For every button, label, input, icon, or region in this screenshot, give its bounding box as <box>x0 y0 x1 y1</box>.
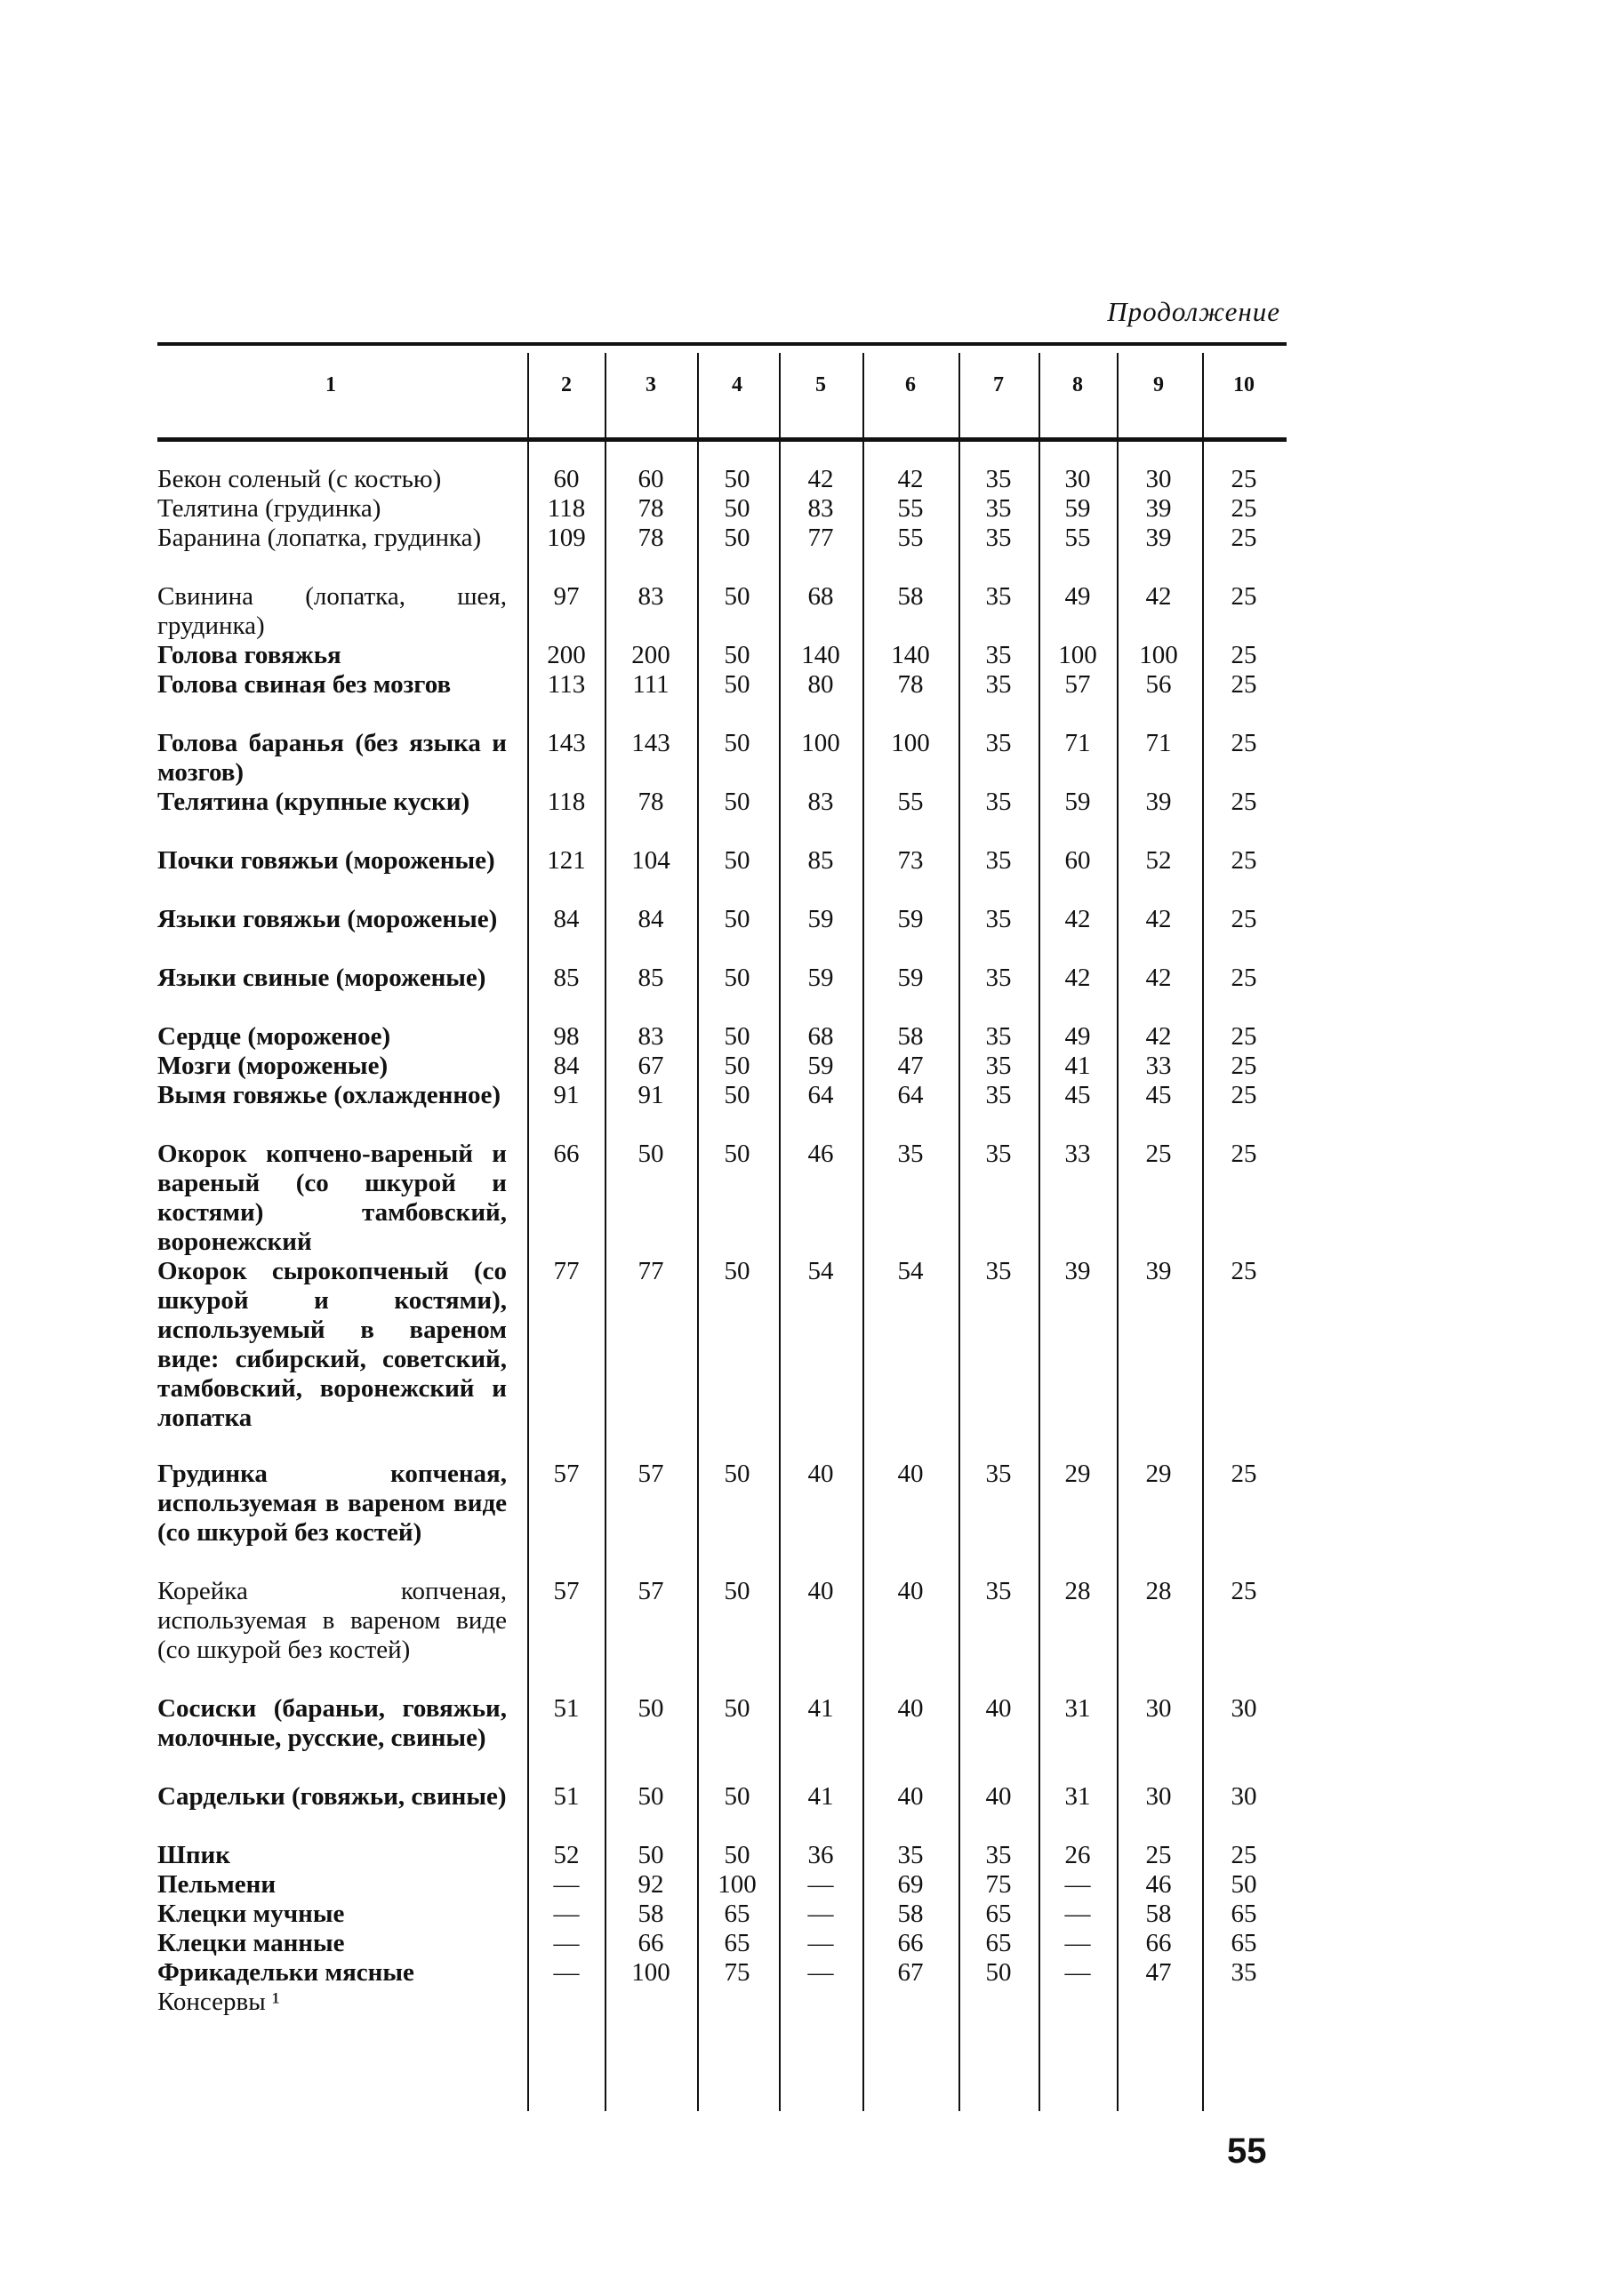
value-cell: 85 <box>807 846 834 875</box>
value-cell: 100 <box>1139 641 1178 669</box>
value-cell: 50 <box>724 1460 750 1488</box>
value-cell: 50 <box>724 1577 750 1605</box>
value-cell: 58 <box>897 1900 924 1928</box>
value-cell: 64 <box>897 1081 924 1109</box>
value-cell: 59 <box>807 905 834 933</box>
value-cell: — <box>1064 1958 1091 1987</box>
value-cell: 50 <box>724 582 750 611</box>
column-header: 7 <box>993 373 1004 396</box>
value-cell: 35 <box>897 1841 924 1869</box>
column-divider <box>605 353 606 2111</box>
product-name: Голова баранья (без языка и мозгов) <box>157 729 507 787</box>
value-cell: — <box>1064 1929 1091 1957</box>
value-cell: 55 <box>897 494 924 523</box>
value-cell: 35 <box>985 524 1012 552</box>
value-cell: 26 <box>1064 1841 1091 1869</box>
column-header: 10 <box>1233 373 1255 396</box>
value-cell: 28 <box>1145 1577 1172 1605</box>
value-cell: 65 <box>985 1900 1012 1928</box>
value-cell: 55 <box>897 788 924 816</box>
value-cell: 84 <box>638 905 664 933</box>
value-cell: 77 <box>807 524 834 552</box>
value-cell: 65 <box>724 1929 750 1957</box>
value-cell: 60 <box>1064 846 1091 875</box>
value-cell: 35 <box>985 670 1012 699</box>
value-cell: 40 <box>985 1694 1012 1723</box>
value-cell: 66 <box>1145 1929 1172 1957</box>
value-cell: 35 <box>985 964 1012 992</box>
value-cell: 39 <box>1145 788 1172 816</box>
value-cell: 35 <box>985 641 1012 669</box>
value-cell: 83 <box>807 788 834 816</box>
column-divider <box>862 353 864 2111</box>
product-name: Телятина (грудинка) <box>157 494 381 523</box>
value-cell: 42 <box>1145 905 1172 933</box>
value-cell: 35 <box>985 582 1012 611</box>
value-cell: 50 <box>724 788 750 816</box>
value-cell: 30 <box>1231 1694 1257 1723</box>
data-table <box>157 342 1287 2120</box>
value-cell: 52 <box>553 1841 580 1869</box>
value-cell: 66 <box>553 1140 580 1168</box>
value-cell: — <box>553 1870 580 1899</box>
value-cell: — <box>807 1929 834 1957</box>
value-cell: 60 <box>553 465 580 493</box>
value-cell: 59 <box>897 964 924 992</box>
value-cell: — <box>1064 1870 1091 1899</box>
value-cell: 25 <box>1231 1052 1257 1080</box>
value-cell: 58 <box>638 1900 664 1928</box>
value-cell: 40 <box>897 1694 924 1723</box>
value-cell: 83 <box>638 1022 664 1051</box>
value-cell: 35 <box>985 729 1012 757</box>
value-cell: 35 <box>985 846 1012 875</box>
column-header: 6 <box>905 373 916 396</box>
value-cell: 40 <box>897 1460 924 1488</box>
value-cell: 121 <box>547 846 586 875</box>
value-cell: — <box>807 1958 834 1987</box>
value-cell: 55 <box>897 524 924 552</box>
value-cell: 42 <box>1064 905 1091 933</box>
value-cell: 49 <box>1064 1022 1091 1051</box>
value-cell: 118 <box>547 494 586 523</box>
value-cell: 67 <box>638 1052 664 1080</box>
column-header: 9 <box>1153 373 1164 396</box>
column-header: 4 <box>732 373 742 396</box>
column-header: 1 <box>325 373 336 396</box>
value-cell: 65 <box>1231 1929 1257 1957</box>
value-cell: 39 <box>1145 1257 1172 1285</box>
value-cell: 39 <box>1064 1257 1091 1285</box>
value-cell: — <box>1064 1900 1091 1928</box>
value-cell: 66 <box>897 1929 924 1957</box>
value-cell: 50 <box>638 1694 664 1723</box>
value-cell: 30 <box>1145 465 1172 493</box>
column-header: 2 <box>561 373 572 396</box>
product-name: Почки говяжьи (мороженые) <box>157 846 495 875</box>
value-cell: 75 <box>985 1870 1012 1899</box>
value-cell: 25 <box>1231 465 1257 493</box>
value-cell: 97 <box>553 582 580 611</box>
value-cell: — <box>553 1929 580 1957</box>
value-cell: 30 <box>1064 465 1091 493</box>
value-cell: 35 <box>985 1460 1012 1488</box>
value-cell: 200 <box>631 641 670 669</box>
value-cell: 65 <box>1231 1900 1257 1928</box>
value-cell: 41 <box>1064 1052 1091 1080</box>
value-cell: 100 <box>891 729 930 757</box>
value-cell: 45 <box>1064 1081 1091 1109</box>
value-cell: 65 <box>724 1900 750 1928</box>
value-cell: 83 <box>807 494 834 523</box>
column-header: 5 <box>815 373 826 396</box>
value-cell: 57 <box>638 1460 664 1488</box>
value-cell: 25 <box>1231 641 1257 669</box>
value-cell: 25 <box>1231 1257 1257 1285</box>
product-name: Языки свиные (мороженые) <box>157 964 486 992</box>
value-cell: 55 <box>1064 524 1091 552</box>
product-name: Клецки манные <box>157 1929 345 1957</box>
value-cell: 25 <box>1231 494 1257 523</box>
value-cell: 25 <box>1231 964 1257 992</box>
value-cell: — <box>553 1900 580 1928</box>
product-name: Баранина (лопатка, грудинка) <box>157 524 482 552</box>
product-name: Вымя говяжье (охлажденное) <box>157 1081 501 1109</box>
value-cell: 35 <box>985 494 1012 523</box>
value-cell: 29 <box>1145 1460 1172 1488</box>
value-cell: 46 <box>1145 1870 1172 1899</box>
value-cell: 67 <box>897 1958 924 1987</box>
value-cell: 200 <box>547 641 586 669</box>
product-name: Сардельки (говяжьи, свиные) <box>157 1782 507 1811</box>
value-cell: 50 <box>638 1841 664 1869</box>
value-cell: 85 <box>638 964 664 992</box>
value-cell: 140 <box>891 641 930 669</box>
value-cell: 25 <box>1231 1022 1257 1051</box>
product-name: Пельмени <box>157 1870 277 1899</box>
value-cell: 25 <box>1231 1460 1257 1488</box>
value-cell: 75 <box>724 1958 750 1987</box>
value-cell: 50 <box>724 465 750 493</box>
value-cell: 39 <box>1145 494 1172 523</box>
value-cell: 45 <box>1145 1081 1172 1109</box>
value-cell: 92 <box>638 1870 664 1899</box>
value-cell: 42 <box>1145 1022 1172 1051</box>
value-cell: 47 <box>1145 1958 1172 1987</box>
column-header: 3 <box>646 373 656 396</box>
value-cell: 56 <box>1145 670 1172 699</box>
value-cell: 25 <box>1231 524 1257 552</box>
product-name: Языки говяжьи (мороженые) <box>157 905 498 933</box>
value-cell: 51 <box>553 1694 580 1723</box>
value-cell: 33 <box>1064 1140 1091 1168</box>
value-cell: 84 <box>553 905 580 933</box>
value-cell: 25 <box>1231 1081 1257 1109</box>
column-divider <box>779 353 781 2111</box>
value-cell: 113 <box>547 670 586 699</box>
value-cell: 40 <box>807 1460 834 1488</box>
value-cell: 69 <box>897 1870 924 1899</box>
value-cell: 30 <box>1145 1782 1172 1811</box>
value-cell: 78 <box>897 670 924 699</box>
product-name: Клецки мучные <box>157 1900 345 1928</box>
value-cell: 35 <box>985 1022 1012 1051</box>
value-cell: 35 <box>985 465 1012 493</box>
value-cell: 100 <box>718 1870 757 1899</box>
value-cell: 25 <box>1231 1841 1257 1869</box>
value-cell: 57 <box>553 1460 580 1488</box>
value-cell: 54 <box>807 1257 834 1285</box>
value-cell: 36 <box>807 1841 834 1869</box>
value-cell: 50 <box>724 729 750 757</box>
value-cell: 35 <box>985 1140 1012 1168</box>
value-cell: 98 <box>553 1022 580 1051</box>
value-cell: 31 <box>1064 1694 1091 1723</box>
value-cell: 66 <box>638 1929 664 1957</box>
value-cell: 46 <box>807 1140 834 1168</box>
value-cell: 143 <box>631 729 670 757</box>
value-cell: 59 <box>897 905 924 933</box>
value-cell: 42 <box>1145 964 1172 992</box>
value-cell: 64 <box>807 1081 834 1109</box>
value-cell: 25 <box>1231 788 1257 816</box>
product-name: Голова свиная без мозгов <box>157 670 452 699</box>
table-top-rule <box>157 342 1287 346</box>
value-cell: 50 <box>724 494 750 523</box>
value-cell: 39 <box>1145 524 1172 552</box>
value-cell: 50 <box>724 1782 750 1811</box>
product-name: Мозги (мороженые) <box>157 1052 389 1080</box>
value-cell: 83 <box>638 582 664 611</box>
product-name: Телятина (крупные куски) <box>157 788 470 816</box>
value-cell: 40 <box>807 1577 834 1605</box>
continuation-label: Продолжение <box>1107 296 1280 327</box>
value-cell: 100 <box>631 1958 670 1987</box>
value-cell: 58 <box>897 1022 924 1051</box>
value-cell: 54 <box>897 1257 924 1285</box>
column-divider <box>1117 353 1119 2111</box>
value-cell: 68 <box>807 582 834 611</box>
value-cell: 78 <box>638 788 664 816</box>
value-cell: 42 <box>897 465 924 493</box>
value-cell: 33 <box>1145 1052 1172 1080</box>
value-cell: 25 <box>1231 1140 1257 1168</box>
value-cell: 59 <box>1064 494 1091 523</box>
value-cell: 25 <box>1231 846 1257 875</box>
value-cell: 40 <box>985 1782 1012 1811</box>
product-name: Консервы ¹ <box>157 1988 280 2016</box>
value-cell: 50 <box>985 1958 1012 1987</box>
product-name: Свинина (лопатка, шея, грудинка) <box>157 582 507 640</box>
value-cell: 47 <box>897 1052 924 1080</box>
value-cell: 35 <box>985 1257 1012 1285</box>
value-cell: 78 <box>638 524 664 552</box>
value-cell: 50 <box>724 846 750 875</box>
value-cell: 40 <box>897 1782 924 1811</box>
value-cell: 35 <box>985 1577 1012 1605</box>
value-cell: 50 <box>724 1081 750 1109</box>
value-cell: 57 <box>638 1577 664 1605</box>
value-cell: 49 <box>1064 582 1091 611</box>
product-name: Шпик <box>157 1841 230 1869</box>
value-cell: 57 <box>553 1577 580 1605</box>
value-cell: 78 <box>638 494 664 523</box>
page-number: 55 <box>1227 2132 1267 2171</box>
value-cell: 111 <box>632 670 670 699</box>
value-cell: 35 <box>985 1841 1012 1869</box>
value-cell: 50 <box>724 905 750 933</box>
value-cell: 35 <box>985 1052 1012 1080</box>
value-cell: 25 <box>1145 1140 1172 1168</box>
value-cell: 50 <box>724 1022 750 1051</box>
value-cell: 41 <box>807 1782 834 1811</box>
value-cell: 60 <box>638 465 664 493</box>
value-cell: — <box>553 1958 580 1987</box>
value-cell: 50 <box>724 1257 750 1285</box>
product-name: Сердце (мороженое) <box>157 1022 391 1051</box>
value-cell: 118 <box>547 788 586 816</box>
product-name: Голова говяжья <box>157 641 341 669</box>
value-cell: 42 <box>807 465 834 493</box>
value-cell: — <box>807 1900 834 1928</box>
value-cell: 25 <box>1231 670 1257 699</box>
value-cell: 25 <box>1231 905 1257 933</box>
value-cell: 35 <box>985 1081 1012 1109</box>
value-cell: 80 <box>807 670 834 699</box>
value-cell: 71 <box>1145 729 1172 757</box>
value-cell: 28 <box>1064 1577 1091 1605</box>
value-cell: 25 <box>1145 1841 1172 1869</box>
value-cell: 140 <box>801 641 840 669</box>
value-cell: 51 <box>553 1782 580 1811</box>
value-cell: 57 <box>1064 670 1091 699</box>
value-cell: 91 <box>638 1081 664 1109</box>
value-cell: 42 <box>1145 582 1172 611</box>
value-cell: 52 <box>1145 846 1172 875</box>
product-name: Корейка копченая, используемая в вареном виде (со шкурой без костей) <box>157 1577 507 1664</box>
value-cell: 35 <box>897 1140 924 1168</box>
value-cell: 85 <box>553 964 580 992</box>
value-cell: 68 <box>807 1022 834 1051</box>
value-cell: 71 <box>1064 729 1091 757</box>
column-divider <box>1202 353 1204 2111</box>
value-cell: 58 <box>1145 1900 1172 1928</box>
value-cell: 35 <box>985 788 1012 816</box>
value-cell: 50 <box>638 1782 664 1811</box>
value-cell: 77 <box>553 1257 580 1285</box>
value-cell: 59 <box>807 964 834 992</box>
value-cell: 77 <box>638 1257 664 1285</box>
value-cell: 143 <box>547 729 586 757</box>
value-cell: 40 <box>897 1577 924 1605</box>
product-name: Фрикадельки мясные <box>157 1958 414 1987</box>
value-cell: 50 <box>724 1841 750 1869</box>
value-cell: 42 <box>1064 964 1091 992</box>
value-cell: 59 <box>807 1052 834 1080</box>
value-cell: 65 <box>985 1929 1012 1957</box>
value-cell: 30 <box>1145 1694 1172 1723</box>
value-cell: 25 <box>1231 1577 1257 1605</box>
value-cell: 35 <box>1231 1958 1257 1987</box>
value-cell: 100 <box>1058 641 1097 669</box>
value-cell: 84 <box>553 1052 580 1080</box>
value-cell: 25 <box>1231 729 1257 757</box>
value-cell: 50 <box>724 1140 750 1168</box>
value-cell: 29 <box>1064 1460 1091 1488</box>
product-name: Бекон соленый (с костью) <box>157 465 442 493</box>
column-header: 8 <box>1072 373 1083 396</box>
value-cell: 50 <box>724 1694 750 1723</box>
value-cell: 73 <box>897 846 924 875</box>
value-cell: 109 <box>547 524 586 552</box>
value-cell: 91 <box>553 1081 580 1109</box>
value-cell: 50 <box>724 524 750 552</box>
value-cell: 50 <box>724 641 750 669</box>
value-cell: 104 <box>631 846 670 875</box>
value-cell: 25 <box>1231 582 1257 611</box>
value-cell: 30 <box>1231 1782 1257 1811</box>
value-cell: 50 <box>1231 1870 1257 1899</box>
value-cell: 58 <box>897 582 924 611</box>
value-cell: 50 <box>724 1052 750 1080</box>
value-cell: 50 <box>638 1140 664 1168</box>
value-cell: — <box>807 1870 834 1899</box>
value-cell: 59 <box>1064 788 1091 816</box>
product-name: Окорок сырокопченый (со шкурой и костями), используемый в вареном виде: сибирский, советский, тамбовский, воронежский и лопатка <box>157 1257 507 1432</box>
product-name: Окорок копчено-вареный и вареный (со шкурой и костями) тамбовский, воронежский <box>157 1140 507 1256</box>
value-cell: 31 <box>1064 1782 1091 1811</box>
value-cell: 35 <box>985 905 1012 933</box>
value-cell: 50 <box>724 670 750 699</box>
product-name: Сосиски (бараньи, говяжьи, молочные, русские, свиные) <box>157 1694 507 1752</box>
value-cell: 50 <box>724 964 750 992</box>
value-cell: 100 <box>801 729 840 757</box>
value-cell: 41 <box>807 1694 834 1723</box>
product-name: Грудинка копченая, используемая в вареном виде (со шкурой без костей) <box>157 1460 507 1547</box>
